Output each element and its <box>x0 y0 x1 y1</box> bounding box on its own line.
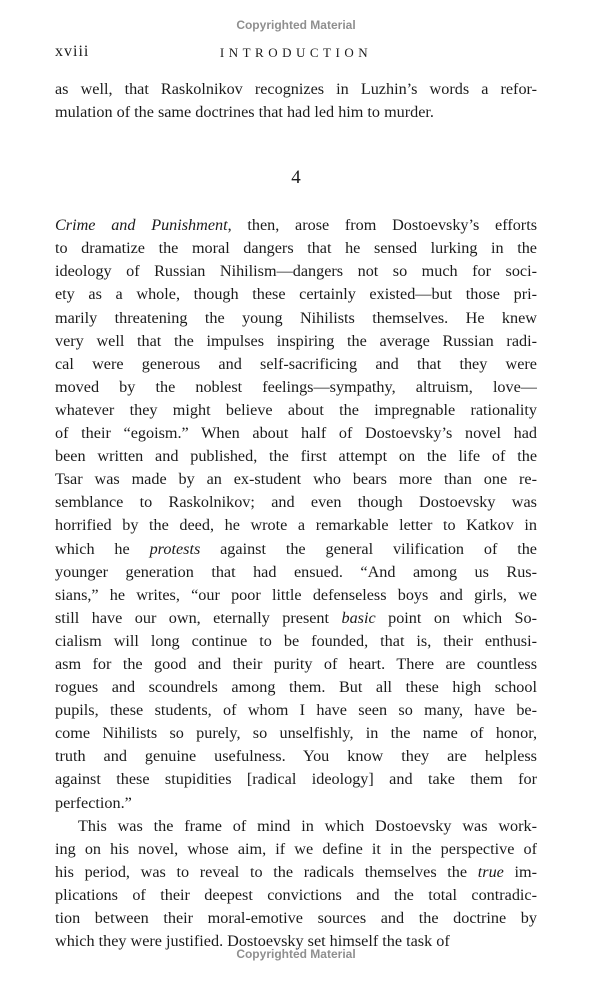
text-line: tion between their moral-emotive sources and the doctrine by <box>55 909 537 927</box>
text-line: sians,” he writes, “our poor little defenseless boys and girls, we <box>55 585 537 604</box>
text-line: pupils, these students, of whom I have seen so many, have be- <box>55 701 537 720</box>
page-number: xviii <box>55 43 90 60</box>
text-line: cialism will long continue to be founded, that is, their enthusi- <box>55 631 537 650</box>
text-line: perfection.” <box>55 793 132 812</box>
text-line: been written and published, the first attempt on the life of the <box>55 447 537 466</box>
text-line: which he protests against the general vilification of the <box>55 539 537 558</box>
text-line: Crime and Punishment, then, arose from Dostoevsky’s efforts <box>55 216 537 235</box>
copyright-notice-bottom: Copyrighted Material <box>236 947 356 961</box>
text-line: truth and genuine usefulness. You know they are helpless <box>55 747 537 766</box>
text-line: semblance to Raskolnikov; and even though Dostoevsky was <box>55 493 537 512</box>
text-line: his period, was to reveal to the radicals themselves the true im- <box>55 862 537 881</box>
text-line: horrified by the deed, he wrote a remarkable letter to Katkov in <box>55 516 537 535</box>
text-line: ideology of Russian Nihilism—dangers not so much for soci- <box>55 262 537 281</box>
text-line: asm for the good and their purity of heart. There are countless <box>55 654 537 673</box>
text-line: cal were generous and self-sacrificing and that they were <box>55 354 537 373</box>
page-header <box>55 42 537 64</box>
text-line: rogues and scoundrels among them. But all these high school <box>55 678 537 697</box>
text-line: against these stupidities [radical ideology] and take them for <box>55 770 537 789</box>
section-number: 4 <box>291 167 301 189</box>
text-line: ety as a whole, though these certainly existed—but those pri- <box>55 285 537 304</box>
text-line: of their “egoism.” When about half of Dostoevsky’s novel had <box>55 424 537 443</box>
paragraph <box>55 78 537 124</box>
text-line: mulation of the same doctrines that had led him to murder. <box>55 103 434 122</box>
text-line: to dramatize the moral dangers that he sensed lurking in the <box>55 239 537 258</box>
text-line: as well, that Raskolnikov recognizes in Luzhin’s words a refor- <box>55 80 537 98</box>
text-line: moved by the noblest feelings—sympathy, altruism, love— <box>55 377 537 396</box>
paragraph <box>55 214 537 814</box>
text-line: plications of their deepest convictions and the total contradic- <box>55 885 537 904</box>
text-line: younger generation that had ensued. “And among us Rus- <box>55 562 537 581</box>
body-text <box>55 78 537 953</box>
copyright-notice-top: Copyrighted Material <box>236 18 356 32</box>
text-line: which they were justified. Dostoevsky set himself the task of <box>55 932 450 951</box>
text-line: whatever they might believe about the impregnable rationality <box>55 400 537 419</box>
text-line: Tsar was made by an ex-student who bears more than one re- <box>55 470 537 489</box>
running-title: INTRODUCTION <box>219 45 373 60</box>
text-line: This was the frame of mind in which Dostoevsky was work- <box>78 816 537 835</box>
text-line: still have our own, eternally present basic point on which So- <box>55 608 537 627</box>
text-line: ing on his novel, whose aim, if we define it in the perspective of <box>55 839 537 858</box>
text-line: marily threatening the young Nihilists themselves. He knew <box>55 308 537 327</box>
paragraph <box>55 815 537 954</box>
text-line: come Nihilists so purely, so unselfishly, in the name of honor, <box>55 724 537 743</box>
text-line: very well that the impulses inspiring the average Russian radi- <box>55 331 537 350</box>
